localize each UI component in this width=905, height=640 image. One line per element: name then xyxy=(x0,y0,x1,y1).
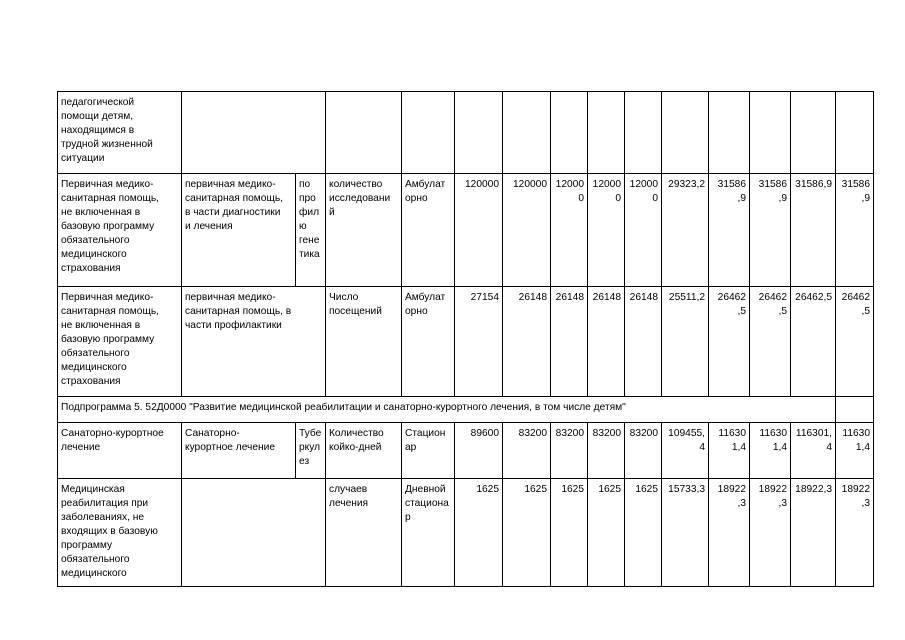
service-content-cell: первичная медико- санитарная помощь, в части диагностики и лечения xyxy=(182,174,296,287)
value-cell: 25511,2 xyxy=(662,287,709,397)
service-content-cell xyxy=(182,479,326,587)
table-row xyxy=(58,92,874,174)
value-cell: 18922 ,3 xyxy=(836,479,874,587)
value-cell xyxy=(662,92,709,174)
value-cell: 26148 xyxy=(588,287,625,397)
condition-cell: Амбулат орно xyxy=(402,174,455,287)
profile-cell: по про фил ю гене тика xyxy=(296,174,326,287)
unit-cell: Количество койко-дней xyxy=(326,423,402,479)
service-content-cell xyxy=(182,92,326,174)
service-name-cell: Санаторно-курортное лечение xyxy=(58,423,182,479)
condition-cell: Стацион ар xyxy=(402,423,455,479)
value-cell: 89600 xyxy=(455,423,503,479)
value-cell: 12000 0 xyxy=(551,174,588,287)
value-cell: 31586 ,9 xyxy=(836,174,874,287)
table-row xyxy=(58,479,874,587)
condition-cell xyxy=(402,92,455,174)
unit-cell: количество исследовани й xyxy=(326,174,402,287)
value-cell: 26462,5 xyxy=(791,287,836,397)
service-content-cell: первичная медико- санитарная помощь, в части профилактики xyxy=(182,287,326,397)
unit-cell: Число посещений xyxy=(326,287,402,397)
value-cell: 26148 xyxy=(551,287,588,397)
value-cell: 26148 xyxy=(503,287,551,397)
value-cell: 26462 ,5 xyxy=(709,287,750,397)
value-cell: 11630 1,4 xyxy=(750,423,791,479)
table-row xyxy=(58,174,874,287)
value-cell: 18922 ,3 xyxy=(750,479,791,587)
value-cell: 31586,9 xyxy=(791,174,836,287)
table-row xyxy=(58,287,874,397)
value-cell: 26462 ,5 xyxy=(836,287,874,397)
service-name-cell: педагогической помощи детям, находящимся в трудной жизненной ситуации xyxy=(58,92,182,174)
value-cell xyxy=(551,92,588,174)
value-cell: 26462 ,5 xyxy=(750,287,791,397)
value-cell: 29323,2 xyxy=(662,174,709,287)
value-cell: 18922 ,3 xyxy=(709,479,750,587)
subprogram-row xyxy=(58,397,874,423)
value-cell: 83200 xyxy=(625,423,662,479)
unit-cell xyxy=(326,92,402,174)
value-cell xyxy=(503,92,551,174)
value-cell: 1625 xyxy=(588,479,625,587)
value-cell: 83200 xyxy=(551,423,588,479)
value-cell: 1625 xyxy=(455,479,503,587)
subprogram-title: Подпрограмма 5. 52Д0000 "Развитие медицинской реабилитации и санаторно-курортного лечения, в том числе детям" xyxy=(58,397,836,423)
service-name-cell: Первичная медико- санитарная помощь, не включенная в базовую программу обязательного медицинского страхования xyxy=(58,174,182,287)
value-cell: 27154 xyxy=(455,287,503,397)
value-cell: 31586 ,9 xyxy=(750,174,791,287)
value-cell: 12000 0 xyxy=(588,174,625,287)
value-cell: 15733,3 xyxy=(662,479,709,587)
value-cell: 31586 ,9 xyxy=(709,174,750,287)
value-cell xyxy=(455,92,503,174)
value-cell xyxy=(750,92,791,174)
value-cell: 120000 xyxy=(455,174,503,287)
value-cell: 120000 xyxy=(503,174,551,287)
value-cell: 1625 xyxy=(625,479,662,587)
value-cell xyxy=(836,92,874,174)
table-row xyxy=(58,423,874,479)
value-cell: 26148 xyxy=(625,287,662,397)
value-cell: 18922,3 xyxy=(791,479,836,587)
value-cell xyxy=(709,92,750,174)
service-name-cell: Медицинская реабилитация при заболеваниях, не входящих в базовую программу обязательного медицинского xyxy=(58,479,182,587)
value-cell xyxy=(791,92,836,174)
service-content-cell: Санаторно- курортное лечение xyxy=(182,423,296,479)
value-cell xyxy=(836,397,874,423)
service-name-cell: Первичная медико- санитарная помощь, не включенная в базовую программу обязательного медицинского страхования xyxy=(58,287,182,397)
condition-cell: Дневной стациона р xyxy=(402,479,455,587)
value-cell: 11630 1,4 xyxy=(709,423,750,479)
value-cell: 12000 0 xyxy=(625,174,662,287)
profile-cell: Тубе ркул ез xyxy=(296,423,326,479)
value-cell xyxy=(625,92,662,174)
value-cell: 11630 1,4 xyxy=(836,423,874,479)
value-cell: 1625 xyxy=(503,479,551,587)
condition-cell: Амбулат орно xyxy=(402,287,455,397)
value-cell: 116301, 4 xyxy=(791,423,836,479)
value-cell: 109455, 4 xyxy=(662,423,709,479)
unit-cell: случаев лечения xyxy=(326,479,402,587)
document-table xyxy=(57,91,874,587)
value-cell: 83200 xyxy=(503,423,551,479)
value-cell: 83200 xyxy=(588,423,625,479)
value-cell xyxy=(588,92,625,174)
value-cell: 1625 xyxy=(551,479,588,587)
